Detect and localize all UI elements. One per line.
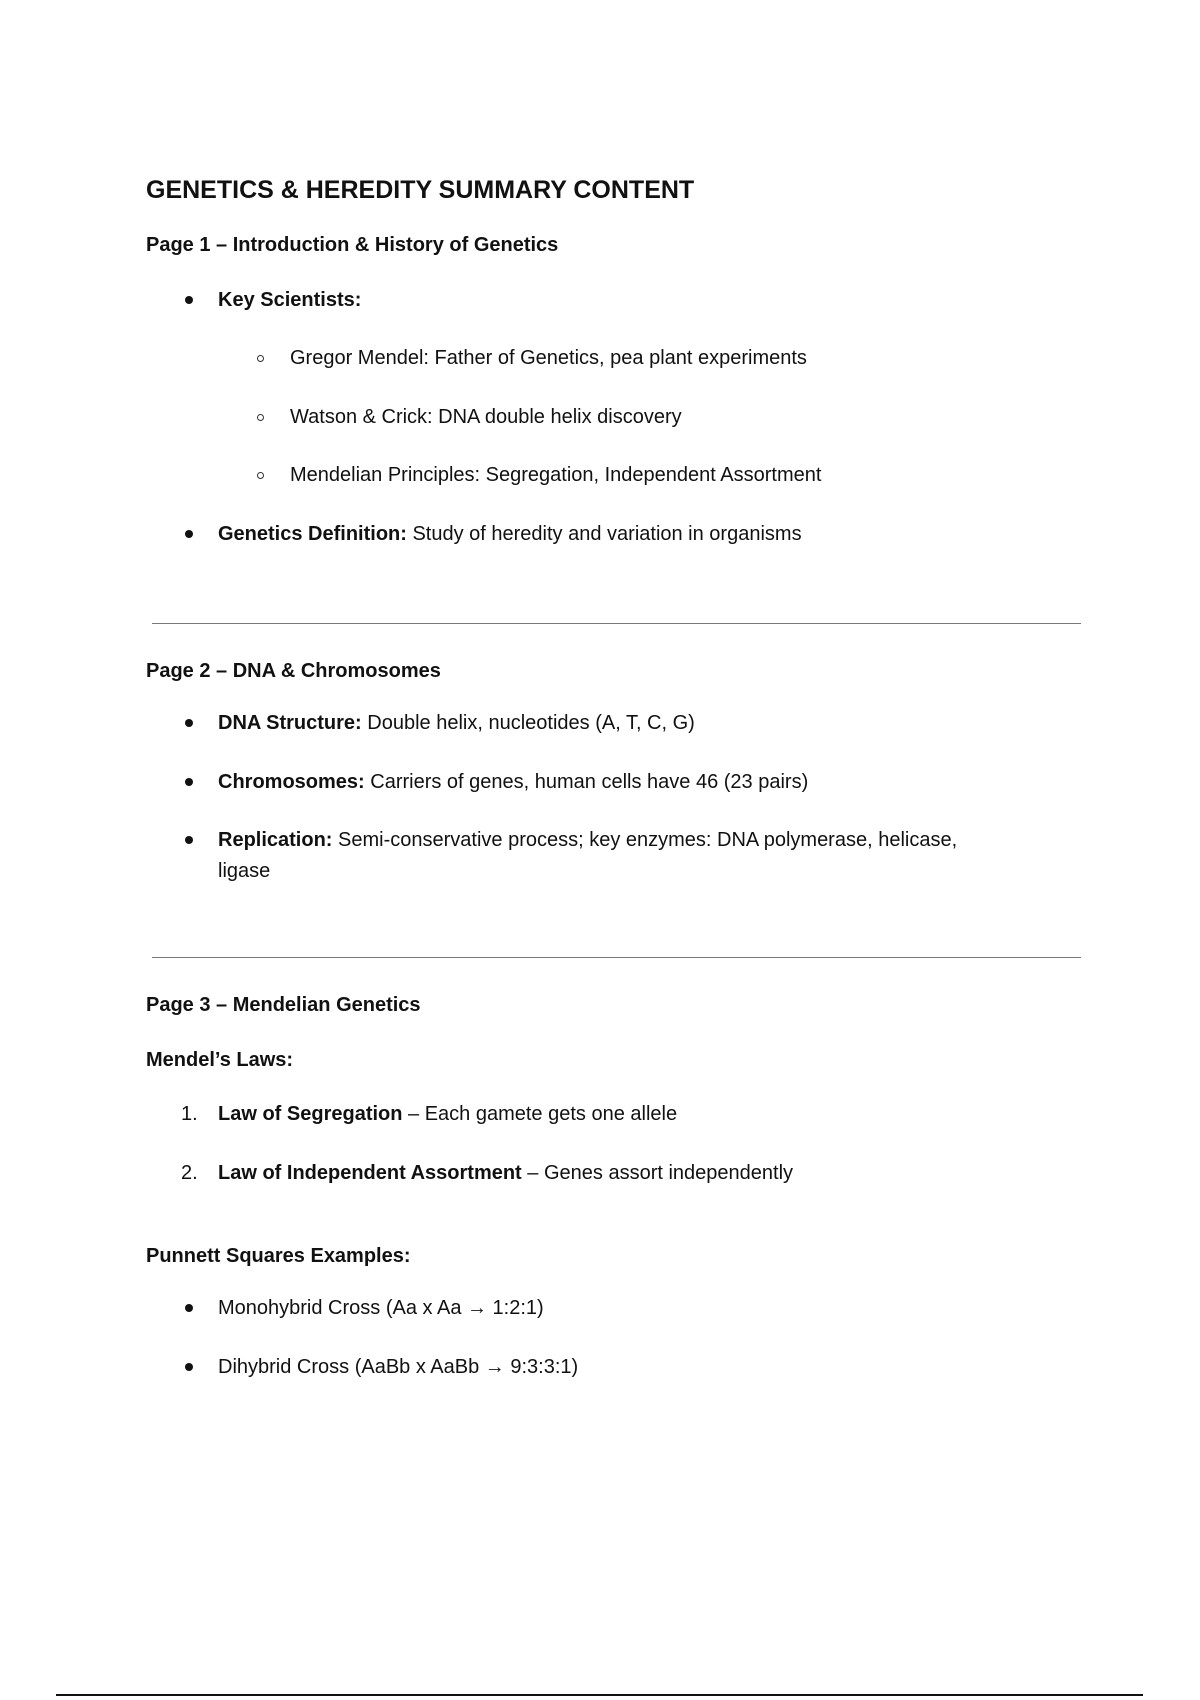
page3-heading: Page 3 – Mendelian Genetics (146, 994, 421, 1016)
law-label: Law of Segregation (218, 1103, 403, 1125)
law-item (218, 1102, 677, 1126)
punnett-item: Monohybrid Cross (Aa x Aa → 1:2:1) (218, 1297, 544, 1319)
law-label: Law of Independent Assortment (218, 1162, 522, 1184)
punnett-item: Dihybrid Cross (AaBb x AaBb → 9:3:3:1) (218, 1356, 579, 1378)
bullet-icon (185, 1363, 193, 1371)
law-text: – Each gamete gets one allele (402, 1103, 678, 1125)
definition-text: Study of heredity and variation in organisms (406, 523, 802, 545)
scientist-item: Watson & Crick: DNA double helix discovery (290, 406, 682, 428)
item-label: Chromosomes: (218, 771, 365, 793)
mendels-laws-heading: Mendel’s Laws: (146, 1049, 294, 1071)
scientist-item: Mendelian Principles: Segregation, Independent Assortment (290, 464, 822, 486)
punnett-heading: Punnett Squares Examples: (146, 1245, 411, 1267)
page2-heading: Page 2 – DNA & Chromosomes (146, 660, 441, 682)
list-number: 1. (181, 1103, 198, 1125)
dna-structure-item (218, 711, 695, 735)
bullet-icon (185, 296, 193, 304)
key-scientists-label: Key Scientists: (218, 289, 362, 311)
chromosomes-item (218, 770, 808, 794)
item-label: DNA Structure: (218, 712, 362, 734)
bullet-icon (185, 836, 193, 844)
bullet-icon (185, 530, 193, 538)
hollow-bullet-icon (257, 355, 264, 362)
replication-continuation: ligase (218, 860, 271, 882)
law-item (218, 1161, 793, 1185)
page-bottom-border (56, 1694, 1143, 1696)
item-text: Semi-conservative process; key enzymes: DNA polymerase, helicase, (332, 829, 958, 851)
section-divider (152, 623, 1081, 624)
scientist-item: Gregor Mendel: Father of Genetics, pea plant experiments (290, 347, 807, 369)
document-title: GENETICS & HEREDITY SUMMARY CONTENT (146, 176, 695, 204)
definition-label: Genetics Definition: (218, 523, 407, 545)
hollow-bullet-icon (257, 414, 264, 421)
hollow-bullet-icon (257, 472, 264, 479)
replication-item (218, 828, 957, 852)
item-label: Replication: (218, 829, 333, 851)
bullet-icon (185, 1304, 193, 1312)
page1-heading: Page 1 – Introduction & History of Genetics (146, 234, 559, 256)
item-text: Double helix, nucleotides (A, T, C, G) (361, 712, 695, 734)
item-text: Carriers of genes, human cells have 46 (23 pairs) (364, 771, 809, 793)
genetics-definition (218, 522, 802, 546)
law-text: – Genes assort independently (521, 1162, 794, 1184)
bullet-icon (185, 719, 193, 727)
list-number: 2. (181, 1162, 198, 1184)
bullet-icon (185, 778, 193, 786)
section-divider (152, 957, 1081, 958)
